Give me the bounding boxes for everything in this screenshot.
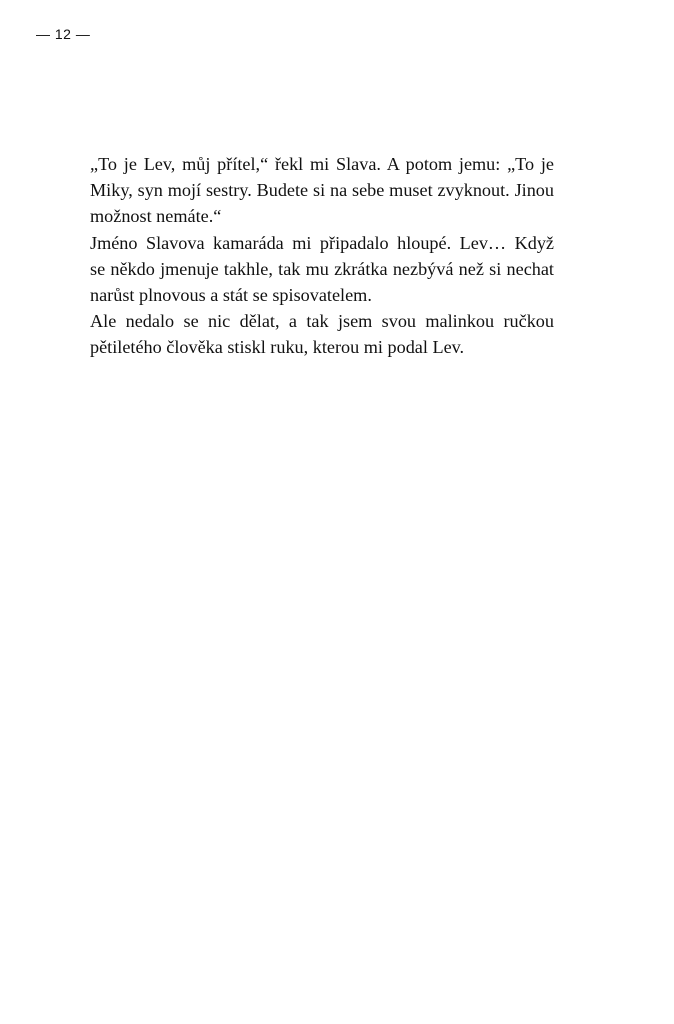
text-line: Jméno Slavova kamaráda mi připadalo hloupé. Lev… Když xyxy=(90,232,554,253)
paragraph-2 xyxy=(74,230,554,309)
text-line: možnost nemáte.“ xyxy=(90,206,222,227)
text-line: Ale nedalo se nic dělat, a tak jsem svou malinkou ručkou xyxy=(90,311,554,332)
text-line: narůst plnovous a stát se spisovatelem. xyxy=(90,285,372,306)
text-line: „To je Lev, můj přítel,“ řekl mi Slava. A potom jemu: „To je xyxy=(90,154,554,174)
paragraph-1 xyxy=(74,151,554,230)
text-line: Miky, syn mojí sestry. Budete si na sebe muset zvyknout. Jinou xyxy=(90,180,554,201)
text-line: se někdo jmenuje takhle, tak mu zkrátka nezbývá než si nechat xyxy=(90,258,554,279)
page-number: — 12 — xyxy=(36,26,91,42)
paragraph-3 xyxy=(74,308,554,360)
body-text xyxy=(74,151,554,361)
text-line: pětiletého člověka stiskl ruku, kterou mi podal Lev. xyxy=(90,337,465,358)
